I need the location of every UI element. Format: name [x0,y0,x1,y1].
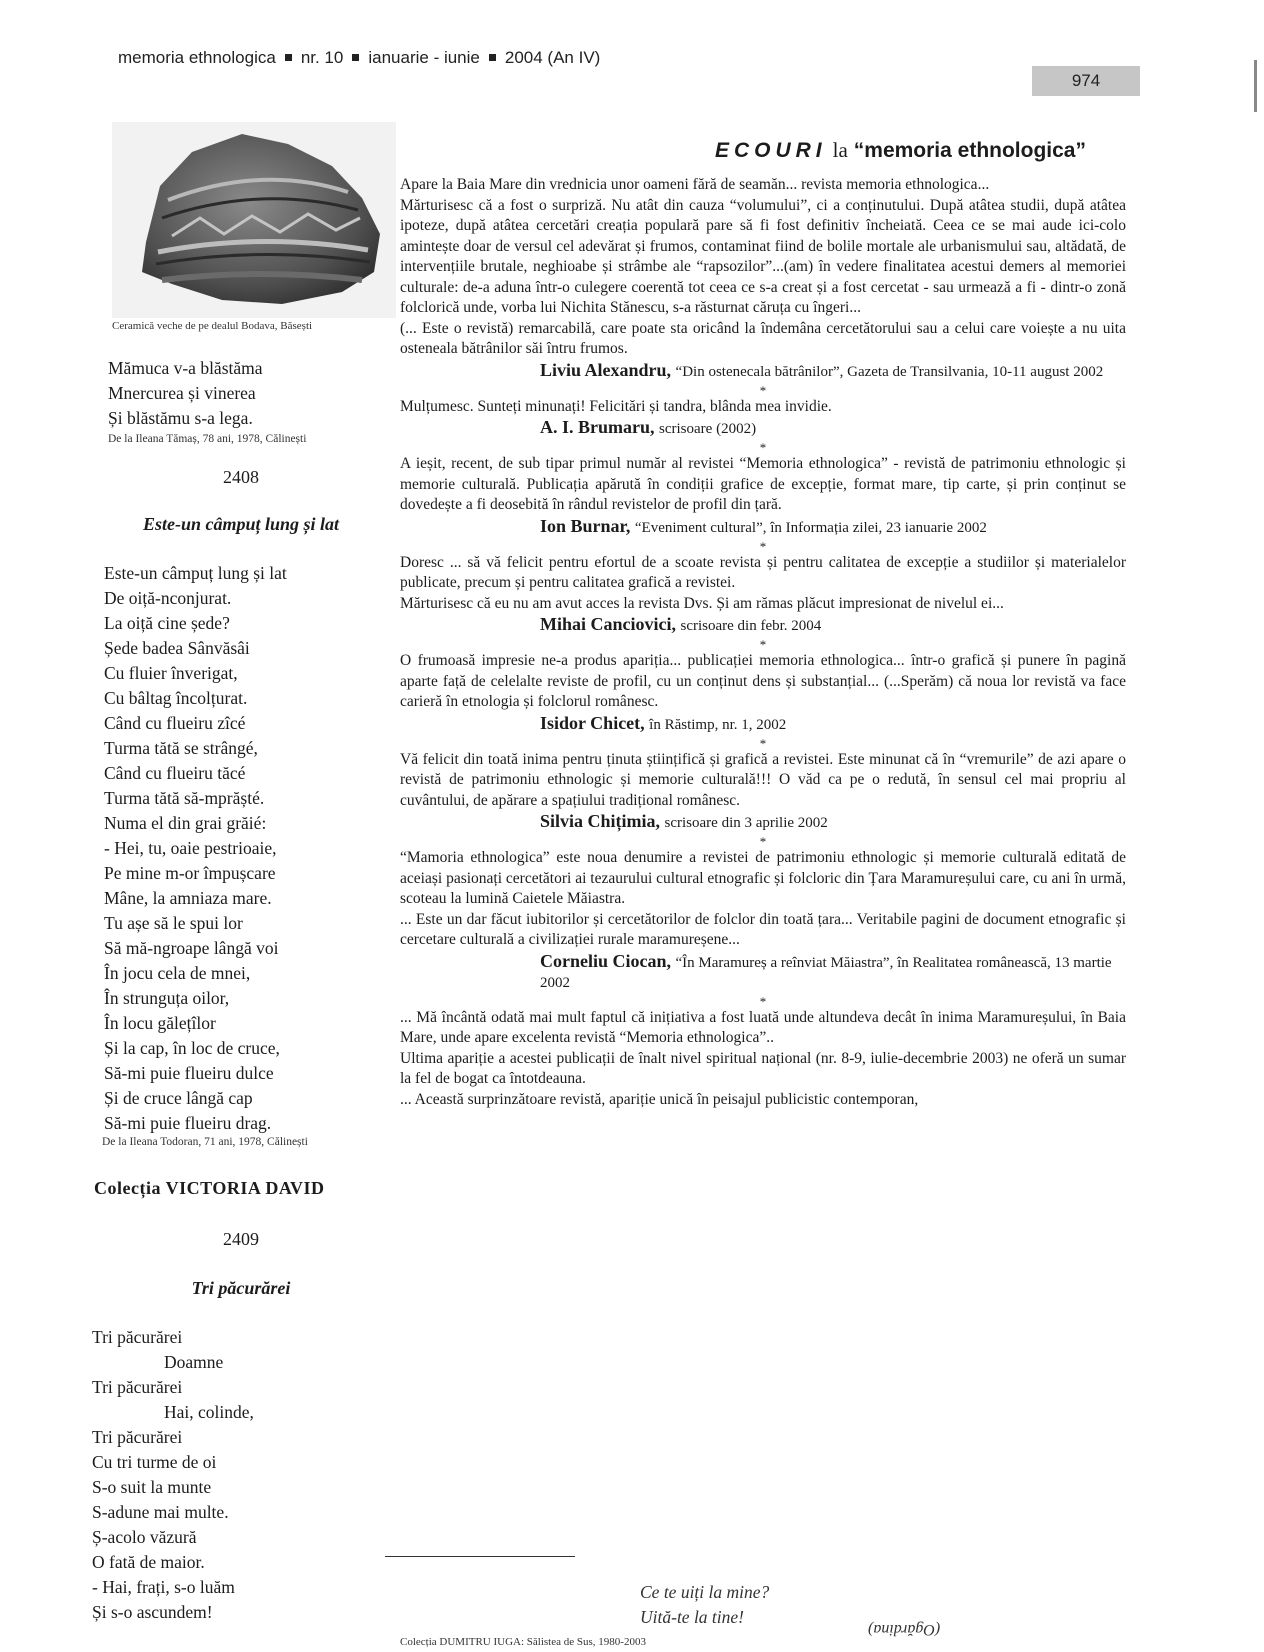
poem-line: Este-un câmpuț lung și lat [104,563,287,583]
poem-body [104,561,396,1148]
footnote-rule [385,1556,575,1557]
review-signature [540,614,1126,636]
ceramic-shard-photo [112,122,396,318]
square-bullet-icon [285,54,292,61]
poem-line: Cu bâltag încolțurat. [104,688,248,708]
asterisk-separator: * [759,538,767,554]
poem-line: Cu fluier înverigat, [104,663,238,683]
review-source: “Din ostenecala bătrânilor”, Gazeta de Transilvania, 10-11 august 2002 [675,363,1104,380]
review-text: ... Mă încântă odată mai mult faptul că inițiativa a fost luată unde altundeva decât în inima Maramureșului, în Baia Mare, unde apare excelenta revistă “Memoria ethnologica”.. [400,1008,1126,1046]
reviewer-name: Mihai Canciovici, [540,614,681,634]
poem-line: Turma tătă să-mprășté. [104,788,265,808]
mirrored-signature: (Ogărdina) [868,1621,941,1638]
review-text: Apare la Baia Mare din vrednicia unor oameni fără de seamăn... revista memoria ethnologica... [400,176,990,193]
review-text: ... Această surprinzătoare revistă, apariție unică în peisajul publicistic contemporan, [400,1090,919,1108]
review-text: A ieșit, recent, de sub tipar primul număr al revistei “Memoria ethnologica” - revistă de patrimoniu ethnologic și memorie culturală. Publicația apărută în condiții grafice de excepție, format mare, tip carte, și prin conținut se dovedește a fi deosebită în rândul revistelor de profil din țară. [400,455,1126,513]
poem-line: În locu gălețîlor [104,1013,216,1033]
page-number: 974 [1032,66,1140,96]
square-bullet-icon [352,54,359,61]
poem-line: Și de cruce lângă cap [104,1088,253,1108]
poem-fragment [108,356,396,445]
review-signature [540,811,1126,833]
poem-line: Ș-acolo văzură [92,1527,197,1547]
review-entry [400,1008,1126,1111]
review-text: Vă felicit din toată inima pentru ținuta științifică și grafică a revistei. Este minunat că în “vremurile” de azi apare o revistă de patrimoniu ethnologic și memorie culturală!!! O văd ca pe o redută, în sensul cel mai propriu al cuvântului, de apărare a spațiului tradițional românesc. [400,750,1126,809]
quote-line: Ce te uiți la mine? [640,1582,770,1602]
review-signature [540,360,1126,382]
review-source: “Eveniment cultural”, în Informația zilei, 23 ianuarie 2002 [634,519,987,536]
page-header [118,48,600,68]
review-source: în Răstimp, nr. 1, 2002 [649,716,787,733]
review-entry [400,750,1126,849]
issue-period: ianuarie - iunie [368,48,480,67]
poem-line: Tri păcurărei [92,1327,183,1347]
right-column [400,138,1126,1110]
journal-name: memoria ethnologica [118,48,276,67]
poem-line: - Hai, frați, s-o luăm [92,1577,235,1597]
left-column [86,122,396,1625]
review-text: O frumoasă impresie ne-a produs apariția... publicației memoria ethnologica... într-o grafică și punere în pagină aparte față de celelalte reviste de profil, cu un conținut dens și substanțial... (...Sperăm) că noua lor revistă va face carieră în etnologia și folclorul românesc. [400,652,1126,710]
reviewer-name: Isidor Chicet, [540,712,650,733]
review-entry [400,454,1126,553]
poem-line: Să-mi puie flueiru drag. [104,1113,272,1133]
collection-title: Colecția VICTORIA DAVID [94,1178,325,1198]
poem-lines [104,561,396,1136]
poem-line: Mămuca v-a blăstăma [108,358,263,378]
poem-lines [92,1325,396,1625]
poem-line: În jocu cela de mnei, [104,963,251,983]
review-text: Ultima apariție a acestei publicații de înalt nivel spiritual național (nr. 8-9, iulie-decembrie 2003) ne oferă un sumar la fel de bogat ca întotdeauna. [400,1049,1126,1087]
poem-line: În strunguța oilor, [104,988,230,1008]
poem-line: Și blăstămu s-a lega. [108,408,253,428]
reviewer-name: Liviu Alexandru, [540,359,676,380]
review-text: Mulțumesc. Sunteți minunați! Felicitări și tandra, blânda mea invidie. [400,397,832,415]
reviewer-name: Ion Burnar, [540,515,635,536]
asterisk-separator: * [759,993,767,1009]
review-text: Mărturisesc că eu nu am avut acces la revista Dvs. Și am rămas plăcut impresionat de nivelul ei... [400,594,1004,612]
review-signature [540,713,1126,735]
review-source: scrisoare din 3 aprilie 2002 [664,815,828,831]
collection-footer: Colecția DUMITRU IUGA: Sălistea de Sus, 1980-2003 [400,1636,646,1648]
poem-number: 2409 [223,1229,259,1249]
review-text: Mărturisesc că a fost o surpriză. Nu atât din cauza “volumului”, ci a conținutului. După atâtea studii, după atâtea ipoteze, după atâtea cercetări creația populară pare să fi fost definitiv încheiată. Ceea ce se mai aude ici-colo amintește doar de versul cel adevărat și frumos, contaminat fiind de bolile mortale ale urbanismului sau, altădată, de intervențiile brutale, neghioabe și strâmbe ale “rapsozilor”...(am) în vedere finalitatea acestui demers al memoriei culturale: de-a aduna într-o culegere coerentă tot ceea ce s-a creat și a fost cercetat - sau urmează a fi - dintr-o zonă folclorică unde, vorba lui Nichita Stănescu, s-a răsturnat căruța cu îngeri... [400,196,1126,316]
poem-line: Turma tătă se strângé, [104,738,258,758]
poem-line: Când cu flueiru tăcé [104,763,246,783]
title-la: la [832,138,848,162]
poem-line: Tu așe să le spui lor [104,913,243,933]
review-text: “Mamoria ethnologica” este noua denumire a revistei de patrimoniu ethnologic și memorie culturală editată de aceiași pasionați cercetători ai tezaurului cultural etnografic și folcloric din Țara Maramureșului care, cu ani în urmă, scoteau la lumină Caietele Măiastra. [400,849,1126,907]
review-entry [400,397,1126,455]
reviewer-name: Silvia Chițimia, [540,811,665,831]
reviewer-name: Corneliu Ciocan, [540,950,676,971]
review-text: ... Este un dar făcut iubitorilor și cercetătorilor de folclor din toată țara... Veritabile pagini de document etnografic și cercetare culturală a civilizației rurale maramureșene... [400,910,1126,948]
poem-line: Tri păcurărei [92,1427,183,1447]
poem-body [92,1325,396,1625]
photo-caption: Ceramică veche de pe dealul Bodava, Băsești [112,320,313,332]
asterisk-separator: * [759,834,767,849]
poem-line: De oiță-nconjurat. [104,588,232,608]
closing-quote [640,1580,769,1630]
review-signature [540,516,1126,538]
poem-line: Hai, colinde, [164,1402,254,1422]
poem-line: Să mă-ngroape lângă voi [104,938,279,958]
review-signature [540,951,1126,993]
poem-attribution: De la Ileana Tămaș, 78 ani, 1978, Călinești [108,433,307,445]
review-entries [400,175,1126,1110]
poem-title: Este-un câmpuț lung și lat [142,514,340,534]
poem-line: Când cu flueiru zîcé [104,713,246,733]
poem-line: Și la cap, în loc de cruce, [104,1038,280,1058]
poem-lines [108,356,396,431]
article-title [400,138,1126,163]
review-text: Doresc ... să vă felicit pentru efortul de a scoate revista și pentru calitatea de excepție a studiilor și materialelor publicate, precum și pentru calitatea grafică a revistei. [400,553,1126,591]
poem-line: Doamne [164,1352,224,1372]
title-ecouri: ECOURI [714,139,827,162]
asterisk-separator: * [759,382,767,398]
review-entry [400,175,1126,397]
poem-line: Să-mi puie flueiru dulce [104,1063,274,1083]
issue-year: 2004 (An IV) [504,48,601,67]
poem-line: Pe mine m-or împușcare [104,863,276,883]
review-entry [400,553,1126,652]
asterisk-separator: * [759,637,767,652]
asterisk-separator: * [759,440,767,455]
reviewer-name: A. I. Brumaru, [540,417,660,437]
review-signature [540,417,1126,439]
review-entry [400,848,1126,1008]
poem-line: S-o suit la munte [92,1477,212,1497]
poem-line: Cu tri turme de oi [92,1452,217,1472]
scan-edge-mark [1254,60,1257,112]
poem-line: La oiță cine șede? [104,613,230,633]
issue-number: nr. 10 [300,48,344,67]
poem-line: O fată de maior. [92,1552,205,1572]
review-source: scrisoare (2002) [659,421,757,437]
review-source: scrisoare din febr. 2004 [680,618,822,634]
review-text: (... Este o revistă) remarcabilă, care poate sta oricând la îndemâna cercetătorului sau a celui care voiește a nu uita osteneala bătrânilor săi întru frumos. [400,319,1126,357]
title-journal: “memoria ethnologica” [853,139,1086,162]
review-entry [400,651,1126,750]
poem-title: Tri păcurărei [191,1278,291,1298]
poem-line: Mâne, la amniaza mare. [104,888,272,908]
poem-line: S-adune mai multe. [92,1502,229,1522]
asterisk-separator: * [759,735,767,751]
review-source: “În Maramureș a reînviat Măiastra”, în Realitatea românească, 13 martie 2002 [540,954,1112,991]
poem-line: Mnercurea și vinerea [108,383,256,403]
poem-number: 2408 [223,467,259,487]
quote-line: Uită-te la tine! [640,1607,745,1627]
poem-line: Tri păcurărei [92,1377,183,1397]
poem-line: - Hei, tu, oaie pestrioaie, [104,838,277,858]
poem-attribution: De la Ileana Todoran, 71 ani, 1978, Călinești [102,1136,308,1148]
poem-line: Și s-o ascundem! [92,1602,213,1622]
square-bullet-icon [489,54,496,61]
poem-line: Șede badea Sânvăsâi [104,638,250,658]
poem-line: Numa el din grai grăié: [104,813,267,833]
